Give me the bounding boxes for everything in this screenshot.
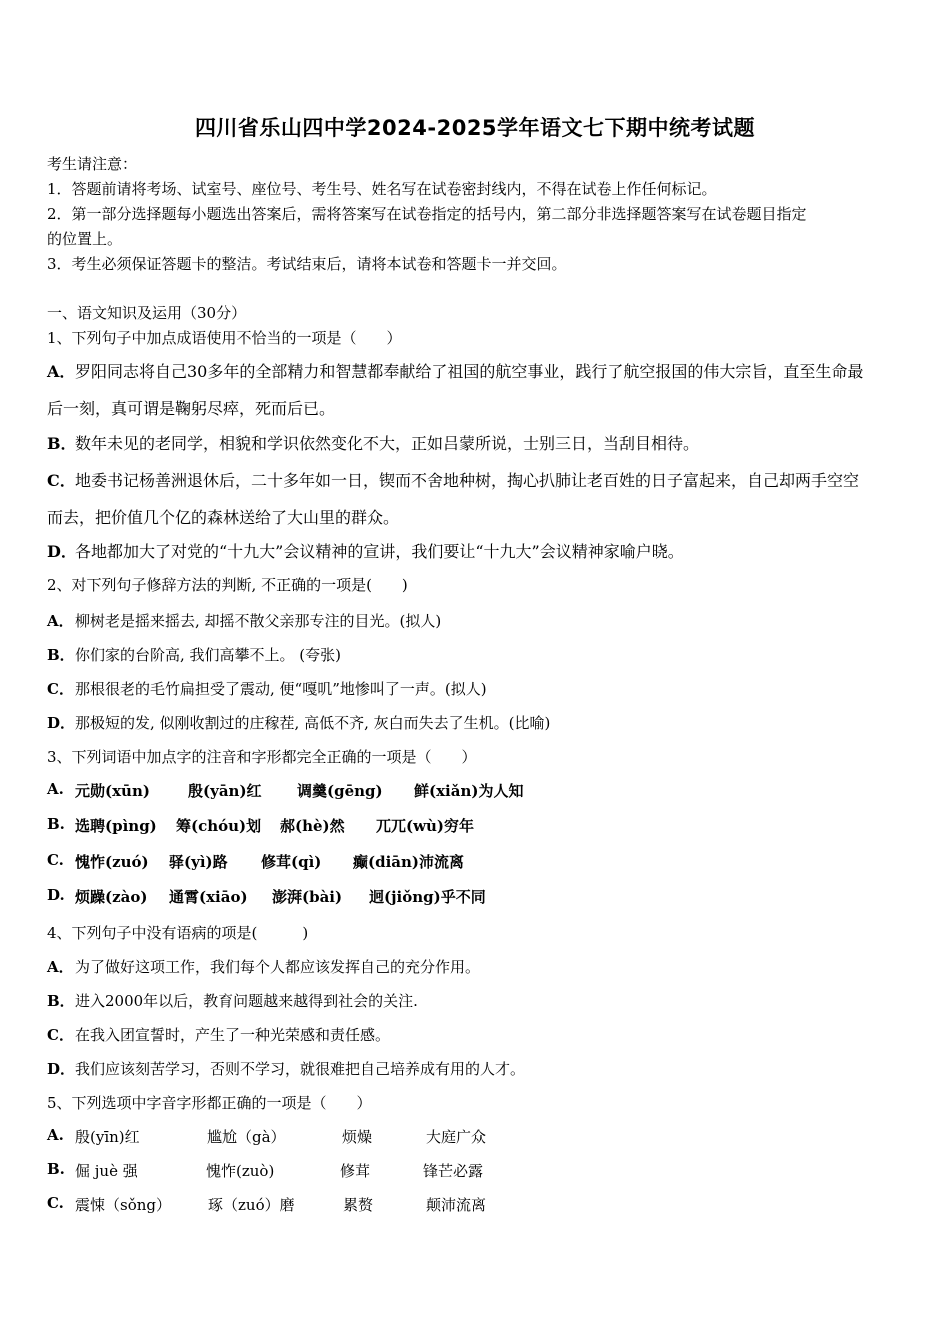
- q3-option-c: C. 愧怍(zuó) 驿(yì)路 修茸(qì) 癫(diān)沛流离: [47, 851, 465, 871]
- q1-option-b: B．数年未见的老同学，相貌和学识依然变化不大，正如吕蒙所说，士别三日，当刮目相待。: [47, 434, 700, 453]
- question-2-stem: 2、对下列句子修辞方法的判断, 不正确的一项是( ): [47, 576, 408, 594]
- q3-option-b: B. 选聘(pìng) 筹(chóu)划 郝(hè)然 兀兀(wù)穷年: [47, 815, 475, 835]
- notice-heading: 考生请注意：: [47, 155, 138, 173]
- q4-option-d: D．我们应该刻苦学习，否则不学习，就很难把自己培养成有用的人才。: [47, 1060, 526, 1078]
- q4-option-a: A．为了做好这项工作，我们每个人都应该发挥自己的充分作用。: [47, 958, 481, 976]
- q5-option-a: A. 殷(yīn)红 尴尬（gà） 烦燥 大庭广众: [47, 1126, 487, 1146]
- q1-option-c: C．地委书记杨善洲退休后，二十多年如一日，锲而不舍地种树，掏心扒肺让老百姓的日子富起来，自己却两手空空: [47, 471, 860, 490]
- question-1-stem: 1、下列句子中加点成语使用不恰当的一项是（ ）: [47, 329, 402, 347]
- section-heading: 一、语文知识及运用（30分）: [47, 304, 247, 322]
- question-3-stem: 3、下列词语中加点字的注音和字形都完全正确的一项是（ ）: [47, 748, 477, 766]
- notice-item-1: 1．答题前请将考场、试室号、座位号、考生号、姓名写在试卷密封线内，不得在试卷上作任何标记。: [47, 180, 717, 198]
- q2-option-c: C．那根很老的毛竹扁担受了震动, 便“嘎叽”地惨叫了一声。(拟人): [47, 680, 487, 698]
- page-title: 四川省乐山四中学2024-2025学年语文七下期中统考试题: [194, 116, 756, 140]
- q3-option-a: A. 元勋(xūn) 殷(yān)红 调羹(gēng) 鲜(xiǎn)为人知: [47, 780, 524, 800]
- question-4-stem: 4、下列句子中没有语病的项是( ): [47, 924, 309, 942]
- q5-option-b: B. 倔 juè 强 愧怍(zuò) 修茸 锋芒必露: [47, 1160, 484, 1180]
- q4-option-c: C．在我入团宣誓时，产生了一种光荣感和责任感。: [47, 1026, 391, 1044]
- notice-item-3: 3．考生必须保证答题卡的整洁。考试结束后，请将本试卷和答题卡一并交回。: [47, 255, 567, 273]
- q2-option-d: D．那极短的发, 似刚收割过的庄稼茬, 高低不齐, 灰白而失去了生机。(比喻): [47, 714, 551, 732]
- q4-option-b: B．进入2000年以后，教育问题越来越得到社会的关注.: [47, 992, 418, 1010]
- q3-option-d: D. 烦躁(zào) 通霄(xiāo) 澎湃(bài) 迥(jiǒng)乎不同: [47, 886, 486, 906]
- notice-item-2: 2．第一部分选择题每小题选出答案后，需将答案写在试卷指定的括号内，第二部分非选择题答案写在试卷题目指定: [47, 205, 807, 223]
- q5-option-c: C. 震悚（sǒng） 琢（zuó）磨 累赘 颠沛流离: [47, 1194, 487, 1214]
- q1-option-d: D．各地都加大了对党的“十九大”会议精神的宣讲，我们要让“十九大”会议精神家喻户晓。: [47, 542, 684, 561]
- notice-item-2-cont: 的位置上。: [47, 230, 123, 248]
- q2-option-a: A．柳树老是摇来摇去, 却摇不散父亲那专注的目光。(拟人): [47, 612, 442, 630]
- q1-option-a: A．罗阳同志将自己30多年的全部精力和智慧都奉献给了祖国的航空事业，践行了航空报国的伟大宗旨，直至生命最: [47, 362, 864, 381]
- q1-option-a-cont: 后一刻，真可谓是鞠躬尽瘁，死而后已。: [47, 399, 336, 418]
- q1-option-c-cont: 而去，把价值几个亿的森林送给了大山里的群众。: [47, 508, 400, 527]
- question-5-stem: 5、下列选项中字音字形都正确的一项是（ ）: [47, 1094, 372, 1112]
- q2-option-b: B．你们家的台阶高, 我们高攀不上。 (夸张): [47, 646, 342, 664]
